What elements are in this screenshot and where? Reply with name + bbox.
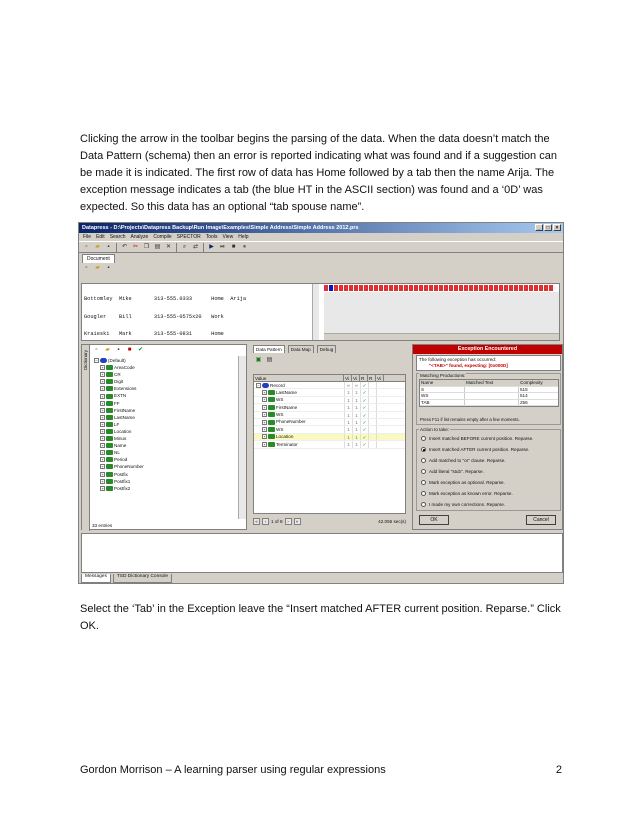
- node-icon: [106, 394, 113, 399]
- nav-next-button[interactable]: ›: [285, 518, 292, 525]
- error-byte-cell: [464, 285, 468, 291]
- error-byte-cell: [374, 285, 378, 291]
- pattern-row[interactable]: − Record ∞ ∞ ✓: [254, 382, 405, 389]
- production-icon: [268, 405, 275, 410]
- tree-item[interactable]: + FirstName: [101, 407, 136, 413]
- tree-scrollbar[interactable]: [238, 356, 246, 519]
- dict-save-icon[interactable]: ▪: [117, 347, 120, 353]
- tree-item[interactable]: + Digit: [101, 379, 124, 385]
- document-tab-strip: [79, 253, 563, 263]
- error-byte-cell: [454, 285, 458, 291]
- error-byte-cell: [549, 285, 553, 291]
- error-byte-cell: [499, 285, 503, 291]
- exception-dialog: [412, 344, 563, 530]
- page-number: 2: [555, 764, 562, 776]
- document-tab[interactable]: Document: [82, 254, 115, 263]
- undo-icon[interactable]: ↶: [121, 243, 128, 250]
- doc-open-icon[interactable]: ▰: [95, 264, 100, 271]
- menu-help[interactable]: Help: [238, 234, 249, 240]
- pattern-row[interactable]: + FirstName 1 1 ✓: [254, 404, 405, 411]
- menu-view[interactable]: View: [222, 234, 234, 240]
- menu-compile[interactable]: Compile: [153, 234, 172, 240]
- production-icon: [268, 412, 275, 417]
- check-icon: ✓: [360, 419, 368, 425]
- entries-count: 33 entries: [92, 523, 113, 528]
- check-icon: ✓: [360, 441, 368, 447]
- current-byte-cell: [329, 285, 333, 291]
- tree-root[interactable]: − (Default): [95, 358, 126, 364]
- pattern-row[interactable]: + WS 1 1 ✓: [254, 397, 405, 404]
- tree-item[interactable]: + Postfix1: [101, 478, 131, 484]
- node-icon: [106, 450, 113, 455]
- tree-item[interactable]: + Name: [101, 443, 127, 449]
- dictionary-panel: [81, 344, 247, 530]
- tree-item[interactable]: + NL: [101, 450, 120, 456]
- check-icon: ✓: [360, 412, 368, 418]
- pattern-row[interactable]: + WS 1 1 ✓: [254, 426, 405, 433]
- action-group: Action to take: Insert matched BEFORE current position. Reparse. Insert matched AFTER current position. Reparse. Add matched to "or" clause. Reparse. Add literal "stub". Reparse. Mark exception as optional. Reparse. Mark exception as known error. Reparse. I made my own corrections. Reparse.: [416, 429, 561, 511]
- menu-edit[interactable]: Edit: [96, 234, 105, 240]
- node-icon: [106, 408, 113, 413]
- menu-bar: [79, 233, 563, 241]
- error-byte-cell: [444, 285, 448, 291]
- node-icon: [106, 436, 113, 441]
- tree-item[interactable]: + CR: [101, 372, 121, 378]
- tree-item[interactable]: + LF: [101, 421, 120, 427]
- nav-last-button[interactable]: »: [294, 518, 301, 525]
- production-row[interactable]: WS 514: [420, 393, 558, 400]
- ascii-view[interactable]: [82, 284, 322, 340]
- error-byte-cell: [339, 285, 343, 291]
- pause-icon[interactable]: ⏸: [242, 243, 246, 250]
- save-icon[interactable]: ▪: [107, 243, 110, 250]
- tab-messages[interactable]: Messages: [81, 574, 111, 583]
- paste-icon[interactable]: ▤: [154, 243, 161, 250]
- error-byte-cell: [524, 285, 528, 291]
- production-icon: [268, 420, 275, 425]
- error-byte-cell: [504, 285, 508, 291]
- intro-paragraph: Clicking the arrow in the toolbar begins the parsing of the data. When the data doesn’t match the Data Pattern (schema) then an error is reported indicating what was found and if a suggestion can be made it is indicated. The first row of data has Home followed by a tab then the name Arija. The exception message indicates a tab (the blue HT in the ASCII section) was found and a ‘0D’ was expected. So this data has an optional “tab spouse name”.: [80, 133, 557, 213]
- ascii-line: Kraieski Mark 313-555-0831 Home: [84, 331, 224, 338]
- option-insert-after[interactable]: Insert matched AFTER current position. Reparse.: [421, 447, 529, 452]
- option-add-or-clause[interactable]: Add matched to "or" clause. Reparse.: [421, 458, 506, 463]
- check-icon: ✓: [360, 404, 368, 410]
- instruction-paragraph: Select the ‘Tab’ in the Exception leave the “Insert matched AFTER current position. Reparse.” Click OK.: [80, 603, 561, 632]
- node-icon: [106, 379, 113, 384]
- error-byte-cell: [334, 285, 338, 291]
- app-title-bar: [79, 223, 563, 233]
- run-parse-arrow-icon[interactable]: ▶: [209, 243, 214, 250]
- pattern-row[interactable]: + PhoneNumber 1 1 ✓: [254, 419, 405, 426]
- error-byte-cell: [429, 285, 433, 291]
- error-byte-cell: [514, 285, 518, 291]
- error-byte-cell: [349, 285, 353, 291]
- error-byte-cell: [469, 285, 473, 291]
- production-icon: [268, 434, 275, 439]
- production-icon: [268, 427, 275, 432]
- app-screenshot: [78, 222, 564, 584]
- maximize-button[interactable]: □: [544, 224, 552, 231]
- hex-scrollbar[interactable]: [324, 333, 560, 340]
- node-icon: [106, 429, 113, 434]
- matching-productions-table: Name Matched Text Complexity S 515 WS 514 TAB 256: [419, 379, 559, 407]
- tree-item[interactable]: + Postfix: [101, 471, 128, 477]
- close-button[interactable]: ×: [553, 224, 561, 231]
- error-byte-cell: [414, 285, 418, 291]
- error-byte-cell: [539, 285, 543, 291]
- app-title: Datapress - D:\Projects\Datapress Backup\Run Image\Examples\Simple Address\Simple Address 2012.prs: [82, 225, 359, 231]
- check-icon[interactable]: ✔: [137, 347, 144, 353]
- error-byte-cell: [399, 285, 403, 291]
- check-icon: ✓: [360, 389, 368, 395]
- node-icon: [106, 422, 113, 427]
- node-icon: [106, 401, 113, 406]
- error-byte-cell: [509, 285, 513, 291]
- error-byte-cell: [494, 285, 498, 291]
- bottom-tabs: [81, 574, 172, 583]
- pattern-tabs: [251, 344, 409, 353]
- option-add-stub[interactable]: Add literal "stub". Reparse.: [421, 469, 484, 474]
- matching-productions-group: Matching Productions: Name Matched Text Complexity S 515 WS 514 TAB 256 Press F11 if list remains empty after a few moments.: [416, 373, 561, 425]
- tree-item[interactable]: + FF: [101, 400, 120, 406]
- pattern-navigator: [253, 517, 406, 526]
- error-byte-cell: [369, 285, 373, 291]
- error-byte-cell: [404, 285, 408, 291]
- dict-new-icon[interactable]: ▫: [95, 347, 98, 353]
- error-byte-cell: [379, 285, 383, 291]
- error-byte-cell: [489, 285, 493, 291]
- nav-page: 1 of 8: [271, 519, 283, 524]
- check-icon: ✓: [360, 397, 368, 403]
- stop-icon[interactable]: ■: [231, 243, 236, 250]
- stop-red-icon[interactable]: ■: [127, 347, 132, 353]
- tab-tsd-dictionary-console[interactable]: TSD Dictionary Console: [113, 574, 172, 583]
- error-byte-cell: [389, 285, 393, 291]
- node-icon: [106, 457, 113, 462]
- check-icon: ✓: [360, 434, 368, 440]
- node-icon: [106, 464, 113, 469]
- tree-item[interactable]: + EXTN: [101, 393, 127, 399]
- menu-search[interactable]: Search: [109, 234, 126, 240]
- production-icon: [262, 383, 269, 388]
- node-icon: [106, 415, 113, 420]
- production-icon: [268, 442, 275, 447]
- tree-item[interactable]: + Location: [101, 428, 132, 434]
- tree-item[interactable]: + Postfix2: [101, 485, 131, 491]
- error-byte-cell: [324, 285, 328, 291]
- pattern-grid: [253, 374, 406, 514]
- node-icon: [106, 365, 113, 370]
- doc-new-icon[interactable]: ▫: [85, 264, 88, 271]
- tab-data-map[interactable]: Data Map: [288, 345, 314, 353]
- error-byte-cell: [364, 285, 368, 291]
- ascii-line: Bottomley Mike 313-555.0333 Home Arija: [84, 295, 247, 302]
- main-toolbar: [79, 241, 563, 253]
- error-byte-cell: [439, 285, 443, 291]
- nav-prev-button[interactable]: ‹: [262, 518, 269, 525]
- tree-item[interactable]: + Minus: [101, 436, 127, 442]
- f11-note: Press F11 if list remains empty after a few moments.: [420, 417, 520, 422]
- pattern-add-icon[interactable]: ▣: [255, 357, 262, 363]
- ok-button[interactable]: OK: [419, 515, 449, 525]
- error-byte-cell: [544, 285, 548, 291]
- node-icon: [106, 372, 113, 377]
- production-icon: [268, 390, 275, 395]
- node-icon: [106, 479, 113, 484]
- ascii-line: Gougler Bill 313-555-0575x20 Work: [84, 313, 224, 320]
- ascii-scrollbar[interactable]: [312, 284, 319, 340]
- check-icon: ✓: [360, 382, 368, 388]
- error-byte-cell: [529, 285, 533, 291]
- footer-text: Gordon Morrison – A learning parser using regular expressions: [80, 764, 386, 776]
- option-insert-before[interactable]: Insert matched BEFORE current position. Reparse.: [421, 436, 533, 441]
- dictionary-tree: [94, 357, 238, 519]
- tree-item[interactable]: + Extensions: [101, 386, 137, 392]
- pattern-row[interactable]: + Terminator 1 1 ✓: [254, 441, 405, 448]
- cut-icon[interactable]: ✂: [132, 243, 139, 250]
- node-icon: [106, 472, 113, 477]
- replace-icon[interactable]: ⇄: [192, 243, 199, 250]
- pattern-edit-icon[interactable]: ▤: [266, 357, 273, 363]
- new-icon[interactable]: ▫: [85, 243, 88, 250]
- error-byte-cell: [459, 285, 463, 291]
- minimize-button[interactable]: _: [535, 224, 543, 231]
- find-icon[interactable]: ⌕: [182, 243, 187, 250]
- node-icon: [106, 443, 113, 448]
- option-mark-known-error[interactable]: Mark exception as known error. Reparse.: [421, 491, 513, 496]
- production-row[interactable]: TAB 256: [420, 400, 558, 407]
- exception-title: Exception Encountered: [413, 345, 562, 354]
- error-byte-cell: [419, 285, 423, 291]
- pattern-panel: [251, 344, 409, 530]
- error-byte-cell: [479, 285, 483, 291]
- open-icon[interactable]: ▰: [95, 243, 100, 250]
- error-byte-cell: [434, 285, 438, 291]
- elapsed-time: 42.056 sec(s): [378, 519, 406, 524]
- menu-spector[interactable]: SPECTOR: [176, 234, 201, 240]
- option-own-corrections[interactable]: I made my own corrections. Reparse.: [421, 502, 505, 507]
- node-icon: [106, 486, 113, 491]
- node-icon: [106, 386, 113, 391]
- check-icon: ✓: [360, 426, 368, 432]
- menu-analyze[interactable]: Analyze: [130, 234, 149, 240]
- tab-debug[interactable]: Debug: [317, 345, 337, 353]
- pattern-grid-header: Value Vi Vi R R Vi: [254, 375, 405, 382]
- messages-pane: [81, 533, 563, 573]
- tree-item[interactable]: + AreaCode: [101, 365, 135, 371]
- dictionary-toolbar: [92, 346, 145, 355]
- dictionary-vertical-tab[interactable]: Dictionary: [82, 345, 90, 531]
- pattern-row[interactable]: + WS 1 1 ✓: [254, 412, 405, 419]
- data-pane: [81, 283, 560, 341]
- doc-save-icon[interactable]: ▪: [107, 264, 110, 271]
- error-byte-cell: [354, 285, 358, 291]
- error-byte-cell: [449, 285, 453, 291]
- hex-area: [324, 292, 560, 338]
- hex-strip[interactable]: [324, 285, 560, 291]
- document-toolbar: [79, 263, 563, 273]
- error-byte-cell: [519, 285, 523, 291]
- production-icon: [268, 397, 275, 402]
- pattern-row[interactable]: + LastName 1 1 ✓: [254, 389, 405, 396]
- tree-item[interactable]: + PhoneNumber: [101, 464, 144, 470]
- option-mark-optional[interactable]: Mark exception as optional. Reparse.: [421, 480, 505, 485]
- menu-file[interactable]: File: [83, 234, 92, 240]
- dict-open-icon[interactable]: ▰: [105, 347, 110, 353]
- error-byte-cell: [484, 285, 488, 291]
- error-byte-cell: [474, 285, 478, 291]
- nav-first-button[interactable]: «: [253, 518, 260, 525]
- error-byte-cell: [534, 285, 538, 291]
- step-icon[interactable]: ⏯: [220, 243, 225, 250]
- tree-item[interactable]: + Period: [101, 457, 128, 463]
- delete-icon[interactable]: ✕: [165, 243, 172, 250]
- copy-icon[interactable]: ❐: [143, 243, 150, 250]
- root-node-icon: [100, 358, 107, 363]
- pattern-row[interactable]: + Location 1 1 ✓: [254, 434, 405, 441]
- error-byte-cell: [384, 285, 388, 291]
- exception-message: The following exception has occurred: "<TAB>" found, expecting: [0x000D]: [416, 355, 561, 371]
- error-byte-cell: [344, 285, 348, 291]
- error-byte-cell: [359, 285, 363, 291]
- page-footer: [80, 764, 562, 776]
- menu-tools[interactable]: Tools: [205, 234, 218, 240]
- error-byte-cell: [394, 285, 398, 291]
- tab-data-pattern[interactable]: Data Pattern: [253, 345, 285, 353]
- tree-item[interactable]: + LastName: [101, 414, 135, 420]
- error-byte-cell: [409, 285, 413, 291]
- error-byte-cell: [424, 285, 428, 291]
- cancel-button[interactable]: Cancel: [526, 515, 556, 525]
- production-row[interactable]: S 515: [420, 387, 558, 394]
